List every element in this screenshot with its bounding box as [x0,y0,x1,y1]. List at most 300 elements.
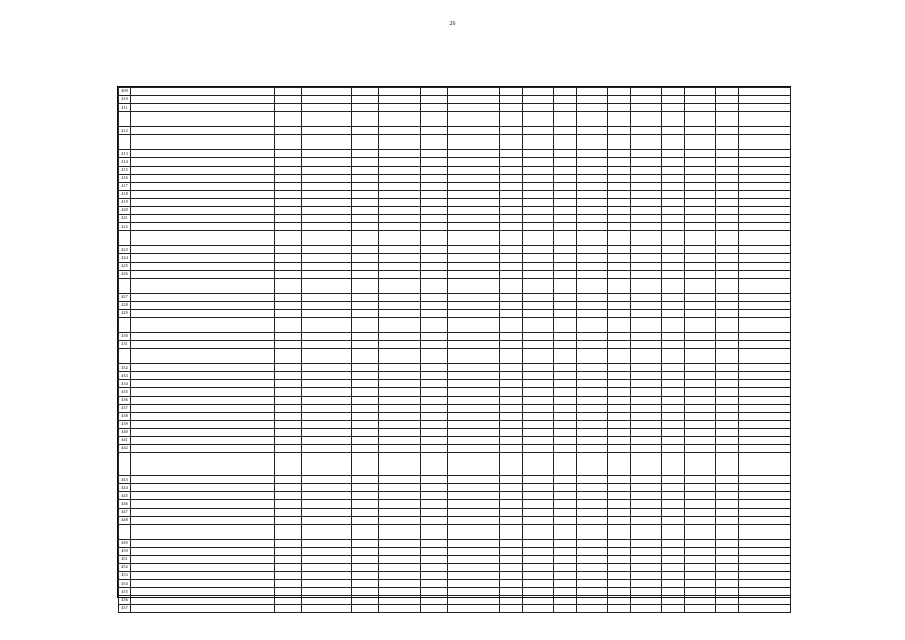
value-cell [500,207,523,215]
value-cell [500,215,523,223]
value-cell [554,198,577,206]
value-cell [379,127,421,135]
value-cell [554,580,577,588]
document-sheet [117,86,791,610]
value-cell [275,270,302,278]
value-cell [716,604,739,612]
value-cell [631,174,662,182]
value-cell [662,476,685,484]
value-cell [739,445,791,453]
value-cell [448,349,500,364]
value-cell [577,88,608,96]
address-cell [131,420,275,428]
row-number: 438 [119,412,131,420]
value-cell [631,564,662,572]
value-cell [302,332,352,340]
value-cell [421,254,448,262]
value-cell [448,270,500,278]
value-cell [608,588,631,596]
value-cell [352,309,379,317]
value-cell [448,500,500,508]
value-cell [523,231,554,246]
value-cell [275,301,302,309]
value-cell [500,341,523,349]
value-cell [421,453,448,476]
row-number: 412 [119,127,131,135]
row-number: 452 [119,564,131,572]
value-cell [662,223,685,231]
value-cell [379,564,421,572]
row-number: 410 [119,96,131,104]
value-cell [379,207,421,215]
value-cell [275,104,302,112]
value-cell [631,96,662,104]
value-cell [352,380,379,388]
value-cell [352,88,379,96]
value-cell [554,215,577,223]
value-cell [554,135,577,150]
value-cell [739,564,791,572]
address-cell [131,223,275,231]
value-cell [379,135,421,150]
value-cell [662,301,685,309]
value-cell [421,293,448,301]
value-cell [577,341,608,349]
value-cell [500,437,523,445]
row-number: 416 [119,174,131,182]
row-number: 433 [119,372,131,380]
row-number: 429 [119,309,131,317]
address-cell [131,484,275,492]
value-cell [448,127,500,135]
value-cell [379,246,421,254]
row-number [119,524,131,539]
value-cell [716,135,739,150]
value-cell [716,524,739,539]
value-cell [302,396,352,404]
row-number: 440 [119,428,131,436]
value-cell [716,301,739,309]
value-cell [421,127,448,135]
value-cell [685,104,716,112]
value-cell [554,604,577,612]
value-cell [662,437,685,445]
value-cell [662,215,685,223]
value-cell [421,317,448,332]
value-cell [523,88,554,96]
value-cell [500,516,523,524]
address-cell [131,437,275,445]
value-cell [421,372,448,380]
value-cell [577,246,608,254]
value-cell [275,476,302,484]
value-cell [448,396,500,404]
table-row [119,332,791,340]
value-cell [716,262,739,270]
value-cell [608,278,631,293]
value-cell [577,349,608,364]
value-cell [421,215,448,223]
value-cell [685,572,716,580]
value-cell [275,437,302,445]
value-cell [421,301,448,309]
table-row [119,588,791,596]
value-cell [523,174,554,182]
value-cell [631,332,662,340]
value-cell [302,262,352,270]
address-cell [131,380,275,388]
value-cell [608,190,631,198]
value-cell [608,508,631,516]
value-cell [685,580,716,588]
value-cell [685,555,716,563]
value-cell [421,262,448,270]
value-cell [685,388,716,396]
value-cell [662,182,685,190]
value-cell [421,596,448,604]
value-cell [379,198,421,206]
value-cell [631,215,662,223]
value-cell [608,420,631,428]
value-cell [631,404,662,412]
value-cell [739,262,791,270]
table-row [119,404,791,412]
row-number: 451 [119,555,131,563]
value-cell [302,223,352,231]
value-cell [352,174,379,182]
value-cell [662,262,685,270]
value-cell [685,604,716,612]
value-cell [608,293,631,301]
value-cell [685,135,716,150]
value-cell [685,88,716,96]
value-cell [662,104,685,112]
value-cell [302,604,352,612]
value-cell [631,445,662,453]
address-cell [131,198,275,206]
value-cell [739,254,791,262]
value-cell [500,564,523,572]
table-row [119,547,791,555]
value-cell [352,396,379,404]
value-cell [577,135,608,150]
value-cell [739,420,791,428]
table-row [119,564,791,572]
table-row [119,484,791,492]
value-cell [554,278,577,293]
table-row [119,508,791,516]
value-cell [500,420,523,428]
value-cell [500,174,523,182]
value-cell [421,166,448,174]
value-cell [685,524,716,539]
value-cell [608,380,631,388]
value-cell [448,104,500,112]
address-cell [131,207,275,215]
value-cell [448,150,500,158]
table-row [119,301,791,309]
value-cell [739,476,791,484]
value-cell [631,453,662,476]
value-cell [631,388,662,396]
value-cell [662,231,685,246]
value-cell [662,246,685,254]
value-cell [739,396,791,404]
value-cell [421,270,448,278]
value-cell [523,215,554,223]
address-cell [131,341,275,349]
value-cell [421,182,448,190]
value-cell [302,112,352,127]
value-cell [577,604,608,612]
value-cell [500,150,523,158]
value-cell [379,88,421,96]
value-cell [421,88,448,96]
value-cell [716,246,739,254]
value-cell [500,404,523,412]
value-cell [577,190,608,198]
value-cell [608,174,631,182]
value-cell [685,484,716,492]
value-cell [631,396,662,404]
value-cell [302,580,352,588]
value-cell [421,516,448,524]
address-cell [131,555,275,563]
value-cell [554,555,577,563]
value-cell [631,223,662,231]
value-cell [379,174,421,182]
address-cell [131,580,275,588]
row-number [119,453,131,476]
value-cell [716,278,739,293]
value-cell [379,166,421,174]
row-number [119,112,131,127]
address-cell [131,547,275,555]
value-cell [577,412,608,420]
address-cell [131,174,275,182]
value-cell [608,135,631,150]
value-cell [500,492,523,500]
table-row [119,396,791,404]
address-cell [131,349,275,364]
value-cell [716,564,739,572]
value-cell [500,508,523,516]
value-cell [631,112,662,127]
value-cell [500,596,523,604]
value-cell [523,396,554,404]
value-cell [302,104,352,112]
value-cell [685,190,716,198]
value-cell [739,428,791,436]
row-number: 435 [119,388,131,396]
value-cell [523,332,554,340]
row-number: 431 [119,341,131,349]
value-cell [662,516,685,524]
value-cell [302,158,352,166]
value-cell [685,539,716,547]
value-cell [554,158,577,166]
value-cell [577,158,608,166]
value-cell [554,437,577,445]
value-cell [662,420,685,428]
value-cell [379,524,421,539]
address-cell [131,412,275,420]
value-cell [448,190,500,198]
value-cell [448,453,500,476]
row-number [119,231,131,246]
value-cell [523,412,554,420]
value-cell [500,588,523,596]
table-row [119,341,791,349]
value-cell [716,364,739,372]
value-cell [523,404,554,412]
value-cell [739,158,791,166]
value-cell [608,349,631,364]
value-cell [379,492,421,500]
value-cell [685,516,716,524]
value-cell [275,332,302,340]
value-cell [716,207,739,215]
value-cell [352,135,379,150]
value-cell [662,158,685,166]
value-cell [577,588,608,596]
value-cell [631,317,662,332]
value-cell [352,508,379,516]
address-cell [131,492,275,500]
value-cell [379,380,421,388]
value-cell [577,453,608,476]
value-cell [739,246,791,254]
value-cell [448,278,500,293]
value-cell [716,332,739,340]
value-cell [739,174,791,182]
value-cell [379,150,421,158]
value-cell [577,508,608,516]
value-cell [739,270,791,278]
value-cell [554,231,577,246]
value-cell [662,207,685,215]
value-cell [275,112,302,127]
value-cell [352,484,379,492]
value-cell [448,437,500,445]
row-number: 444 [119,484,131,492]
value-cell [421,604,448,612]
value-cell [716,539,739,547]
value-cell [448,388,500,396]
value-cell [352,476,379,484]
value-cell [302,215,352,223]
value-cell [716,293,739,301]
value-cell [716,492,739,500]
value-cell [523,135,554,150]
value-cell [554,492,577,500]
value-cell [352,372,379,380]
value-cell [523,524,554,539]
value-cell [523,364,554,372]
value-cell [500,500,523,508]
value-cell [275,182,302,190]
value-cell [421,492,448,500]
value-cell [352,190,379,198]
value-cell [716,215,739,223]
value-cell [739,604,791,612]
value-cell [608,604,631,612]
value-cell [448,88,500,96]
value-cell [448,564,500,572]
value-cell [554,404,577,412]
value-cell [275,388,302,396]
value-cell [379,262,421,270]
value-cell [352,547,379,555]
row-number: 455 [119,588,131,596]
value-cell [739,437,791,445]
address-cell [131,500,275,508]
value-cell [500,484,523,492]
value-cell [631,484,662,492]
value-cell [608,539,631,547]
value-cell [554,539,577,547]
value-cell [352,524,379,539]
value-cell [302,453,352,476]
value-cell [275,223,302,231]
value-cell [302,309,352,317]
value-cell [448,596,500,604]
value-cell [577,231,608,246]
value-cell [352,215,379,223]
value-cell [716,158,739,166]
value-cell [500,364,523,372]
value-cell [275,580,302,588]
value-cell [302,380,352,388]
value-cell [275,278,302,293]
value-cell [685,547,716,555]
value-cell [577,437,608,445]
value-cell [379,96,421,104]
row-number: 456 [119,596,131,604]
value-cell [685,372,716,380]
value-cell [352,270,379,278]
value-cell [275,198,302,206]
value-cell [631,182,662,190]
value-cell [554,246,577,254]
value-cell [577,96,608,104]
value-cell [662,539,685,547]
value-cell [577,278,608,293]
value-cell [448,231,500,246]
value-cell [662,524,685,539]
value-cell [379,231,421,246]
value-cell [662,150,685,158]
value-cell [631,293,662,301]
value-cell [379,215,421,223]
value-cell [577,293,608,301]
value-cell [608,388,631,396]
value-cell [352,231,379,246]
address-cell [131,166,275,174]
value-cell [685,301,716,309]
address-cell [131,453,275,476]
value-cell [352,246,379,254]
table-row [119,500,791,508]
address-cell [131,112,275,127]
value-cell [554,588,577,596]
value-cell [421,207,448,215]
value-cell [716,428,739,436]
value-cell [421,135,448,150]
value-cell [662,453,685,476]
value-cell [685,158,716,166]
value-cell [554,388,577,396]
